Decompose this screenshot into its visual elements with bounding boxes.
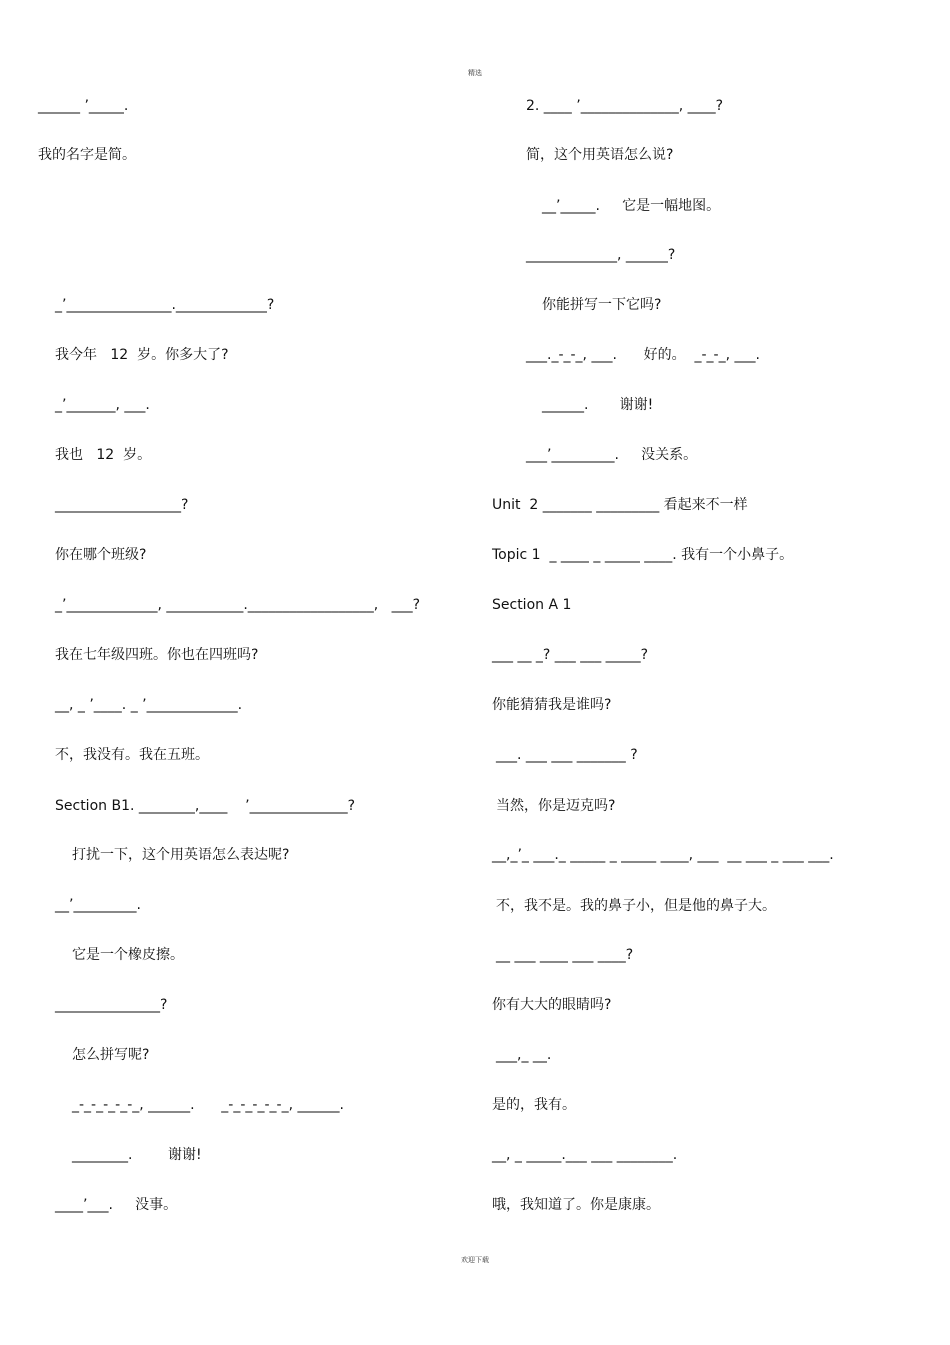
left-line-2: 我的名字是简。	[38, 147, 136, 163]
left-line-16: 它是一个橡皮擦。	[72, 947, 184, 963]
right-line-11: Section A 1	[492, 597, 572, 613]
right-line-20: ___,_ __.	[496, 1047, 552, 1063]
page-header: 精选	[468, 69, 482, 77]
left-line-9: _’_____________, ___________.__________________, ___?	[55, 597, 421, 613]
right-line-23: 哦，我知道了。你是康康。	[492, 1197, 660, 1213]
left-line-19: _-_-_-_-_-_, ______. _-_-_-_-_-_, ______.	[72, 1097, 344, 1113]
left-line-3: _’_______________._____________?	[55, 297, 275, 313]
left-line-21: ____’___. 没事。	[55, 1197, 178, 1213]
left-line-17: _______________?	[55, 997, 168, 1013]
left-line-7: __________________?	[55, 497, 189, 513]
right-line-2: 简，这个用英语怎么说?	[526, 147, 674, 163]
right-line-12: ___ __ _? ___ ___ _____?	[492, 647, 649, 663]
page-footer: 欢迎下载	[461, 1256, 489, 1264]
left-line-20: ________. 谢谢!	[72, 1147, 202, 1163]
right-line-1: 2. ____ ’______________, ____?	[526, 98, 724, 114]
right-line-17: 不，我不是。我的鼻子小，但是他的鼻子大。	[496, 898, 776, 914]
left-line-14: 打扰一下，这个用英语怎么表达呢?	[72, 847, 290, 863]
right-line-7: ______. 谢谢!	[542, 397, 654, 413]
right-line-8: ___’_________. 没关系。	[526, 447, 698, 463]
right-line-5: 你能拼写一下它吗?	[542, 297, 662, 313]
right-line-16: __,_’_ ___._ _____ _ _____ ____, ___ __ ___ _ ___ ___.	[492, 847, 834, 863]
left-line-12: 不，我没有。我在五班。	[55, 747, 209, 763]
left-line-15: __’_________.	[55, 897, 141, 913]
right-line-14: ___. ___ ___ _______ ?	[496, 747, 638, 763]
right-line-3: __’_____. 它是一幅地图。	[542, 198, 721, 214]
left-line-8: 你在哪个班级?	[55, 547, 147, 563]
left-line-5: _’_______, ___.	[55, 397, 150, 413]
right-line-15: 当然，你是迈克吗?	[496, 798, 616, 814]
left-line-4: 我今年 12 岁。你多大了?	[55, 347, 229, 363]
right-line-13: 你能猜猜我是谁吗?	[492, 697, 612, 713]
right-line-19: 你有大大的眼睛吗?	[492, 997, 612, 1013]
right-line-21: 是的，我有。	[492, 1097, 576, 1113]
right-line-6: ___._-_-_, ___. 好的。 _-_-_, ___.	[526, 347, 760, 363]
right-line-22: __, _ _____.___ ___ ________.	[492, 1147, 678, 1163]
left-line-10: 我在七年级四班。你也在四班吗?	[55, 647, 259, 663]
left-line-11: __, _ ’____. _ ’_____________.	[55, 697, 243, 713]
right-line-18: __ ___ ____ ___ ____?	[496, 947, 634, 963]
left-line-13: Section B1. ________,____ ’______________?	[55, 798, 356, 814]
right-line-4: _____________, ______?	[526, 247, 676, 263]
left-line-1: ______ ’_____.	[38, 98, 129, 114]
right-line-10: Topic 1 _ ____ _ _____ ____. 我有一个小鼻子。	[492, 547, 794, 563]
right-line-9: Unit 2 _______ _________ 看起来不一样	[492, 497, 748, 513]
left-line-18: 怎么拼写呢?	[72, 1047, 150, 1063]
left-line-6: 我也 12 岁。	[55, 447, 152, 463]
